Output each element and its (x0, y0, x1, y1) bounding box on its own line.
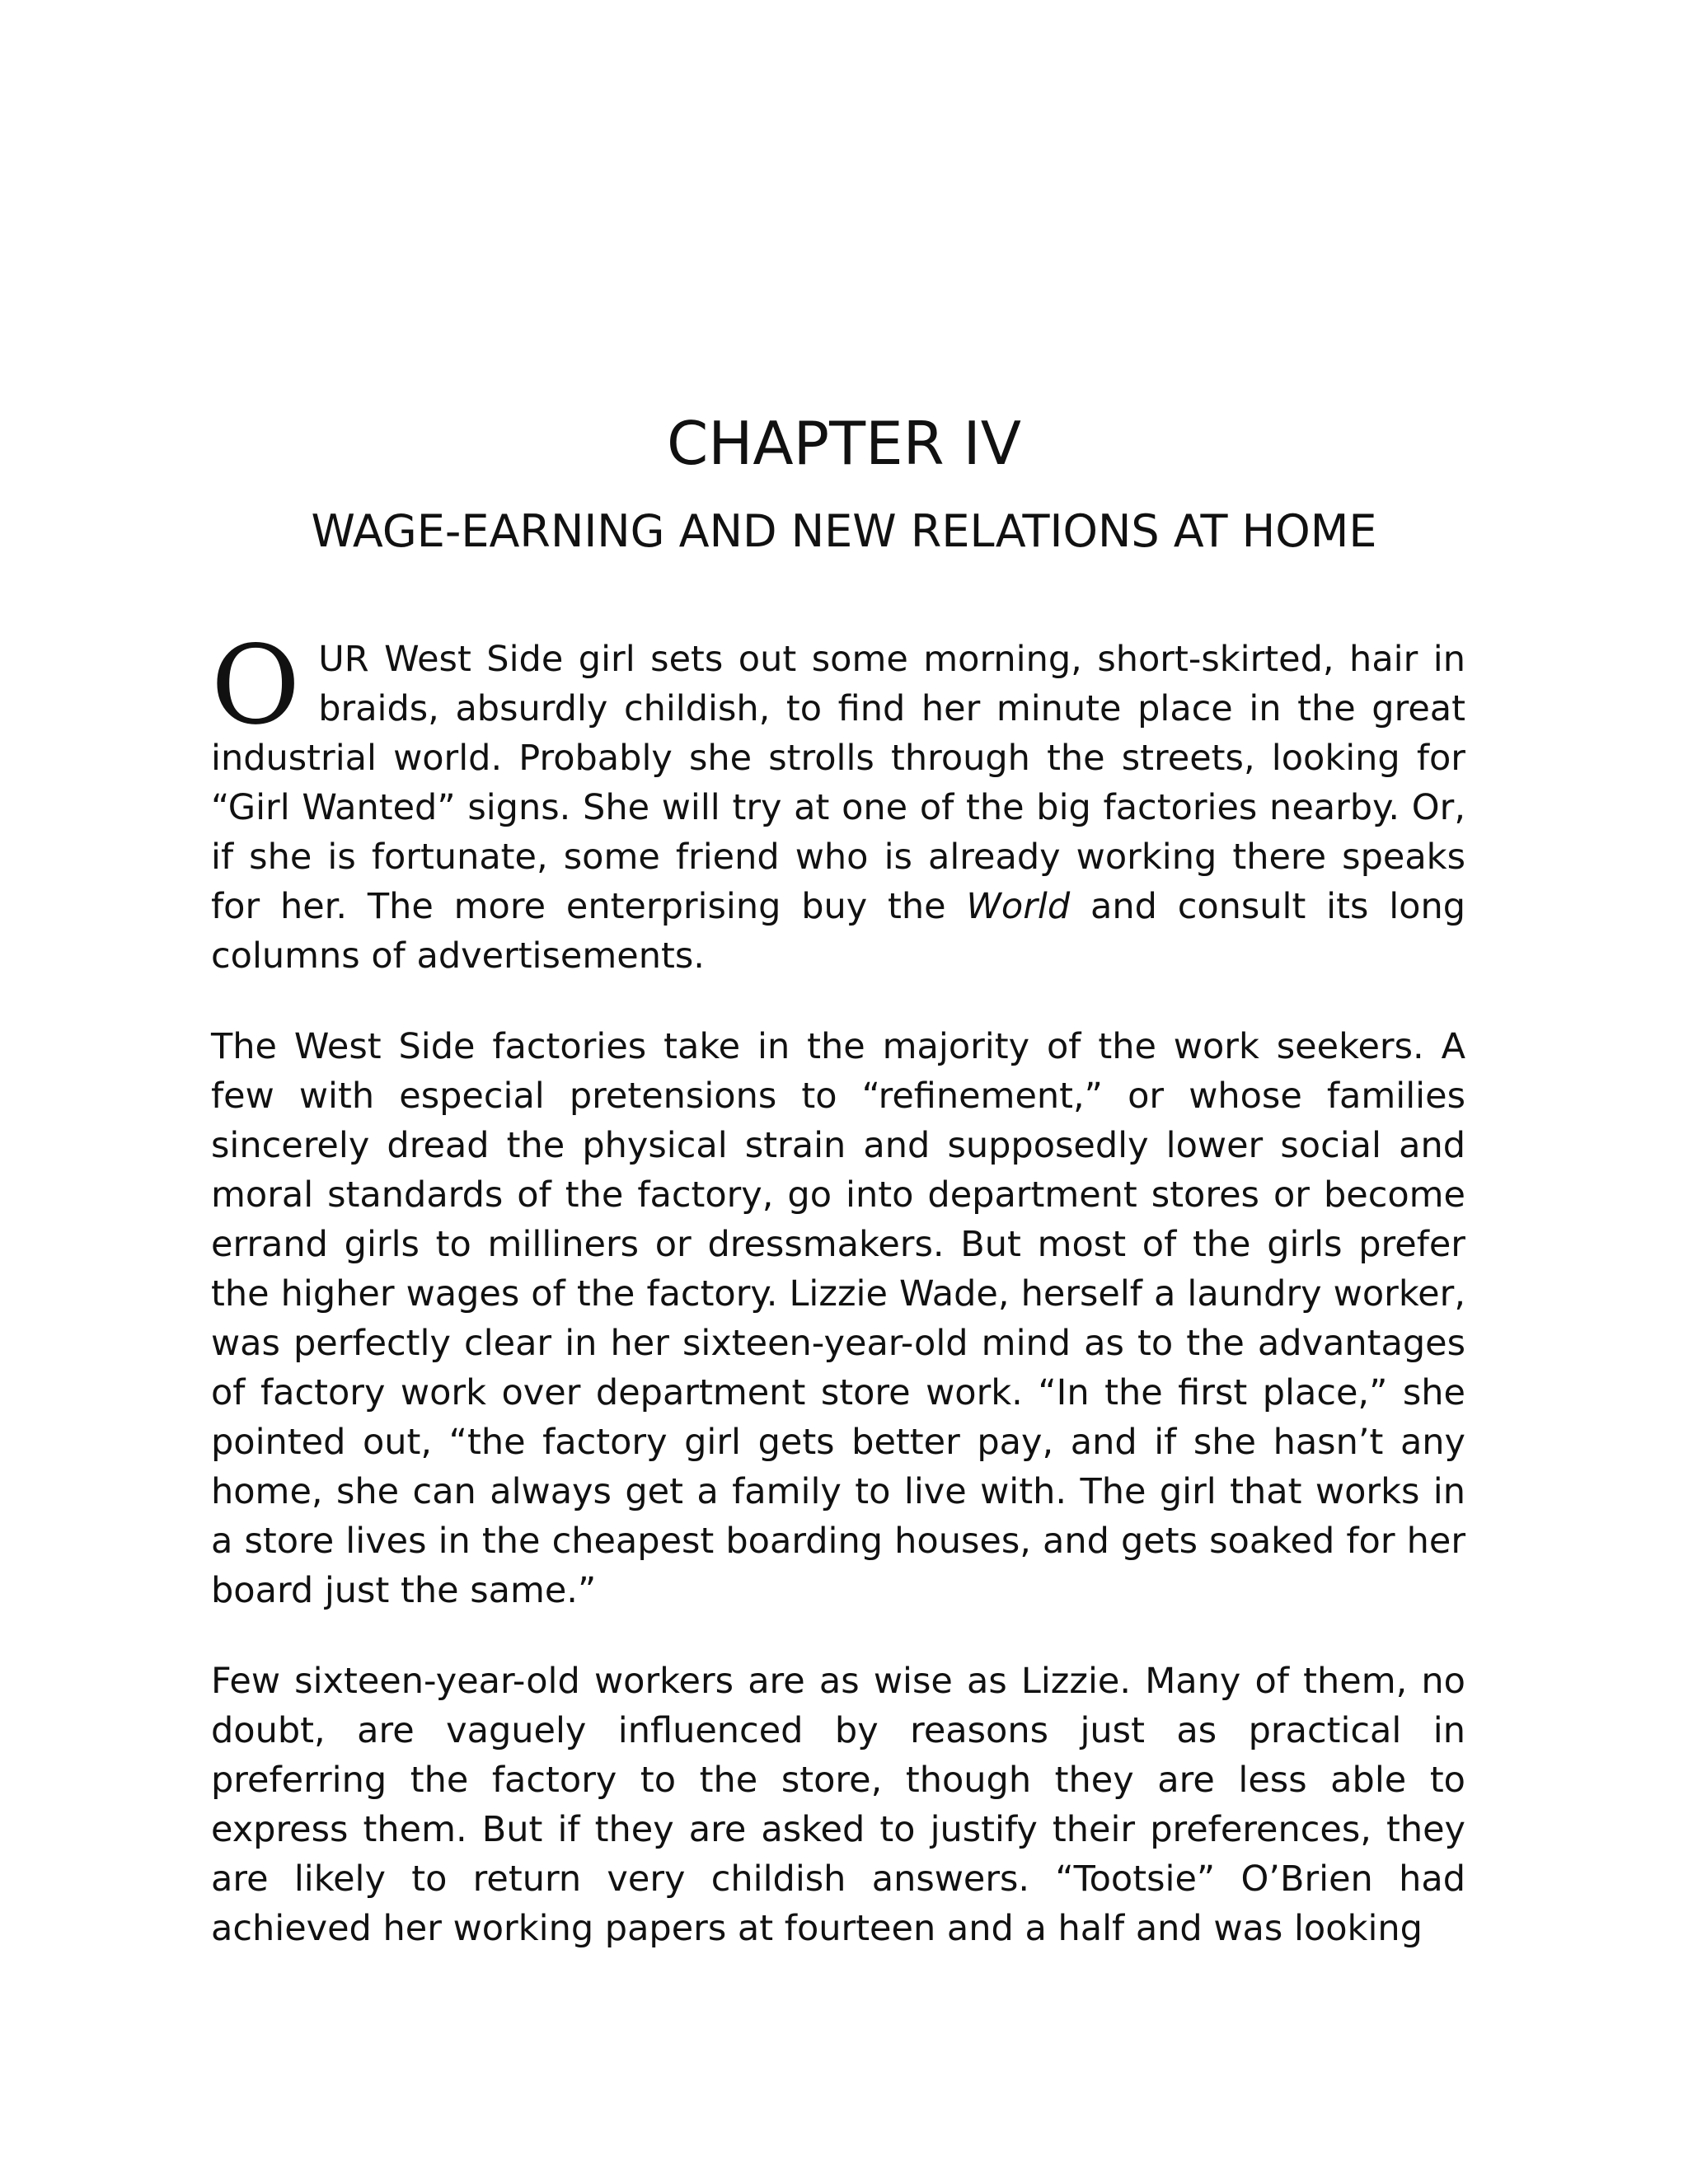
opening-caps: UR (318, 639, 369, 680)
paragraph-1 (211, 622, 1466, 981)
chapter-number: CHAPTER IV (667, 409, 1021, 478)
paragraph-1-text-b: and consult its long columns of advertisements. (211, 886, 1466, 977)
newspaper-title: World (966, 886, 1071, 927)
drop-cap: O (211, 622, 301, 749)
paragraph-3: Few sixteen-year-old workers are as wise as Lizzie. Many of them, no doubt, are vaguely influenced by reasons just as practical in preferring the factory to the store, though they are less able to express them. But if they are asked to justify their preferences, they are likely to return very childish answers. “Tootsie” O’Brien had achieved her working papers at fourteen and a half and was looking (211, 1661, 1465, 1949)
chapter-body (211, 622, 1466, 1994)
paragraph-2: The West Side factories take in the majority of the work seekers. A few with especial pretensions to “refinement,” or whose families sincerely dread the physical strain and supposedly lower social and moral standards of the factory, go into department stores or become errand girls to milliners or dressmakers. But most of the girls prefer the higher wages of the factory. Lizzie Wade, herself a laundry worker, was perfectly clear in her sixteen-year-old mind as to the advantages of factory work over department store work. “In the first place,” she pointed out, “the factory girl gets better pay, and if she hasn’t any home, she can always get a family to live with. The girl that works in a store lives in the cheapest boarding houses, and gets soaked for her board just the same.” (211, 1026, 1465, 1611)
chapter-title: WAGE-EARNING AND NEW RELATIONS AT HOME (311, 505, 1377, 557)
paragraph-1-text-a: West Side girl sets out some morning, short-skirted, hair in braids, absurdly childish, to find her minute place in the great industrial world. Probably she strolls through the streets, looking for “Girl Wanted” signs. She will try at one of the big factories nearby. Or, if she is fortunate, some friend who is already working there speaks for her. The more enterprising buy the (211, 639, 1465, 927)
